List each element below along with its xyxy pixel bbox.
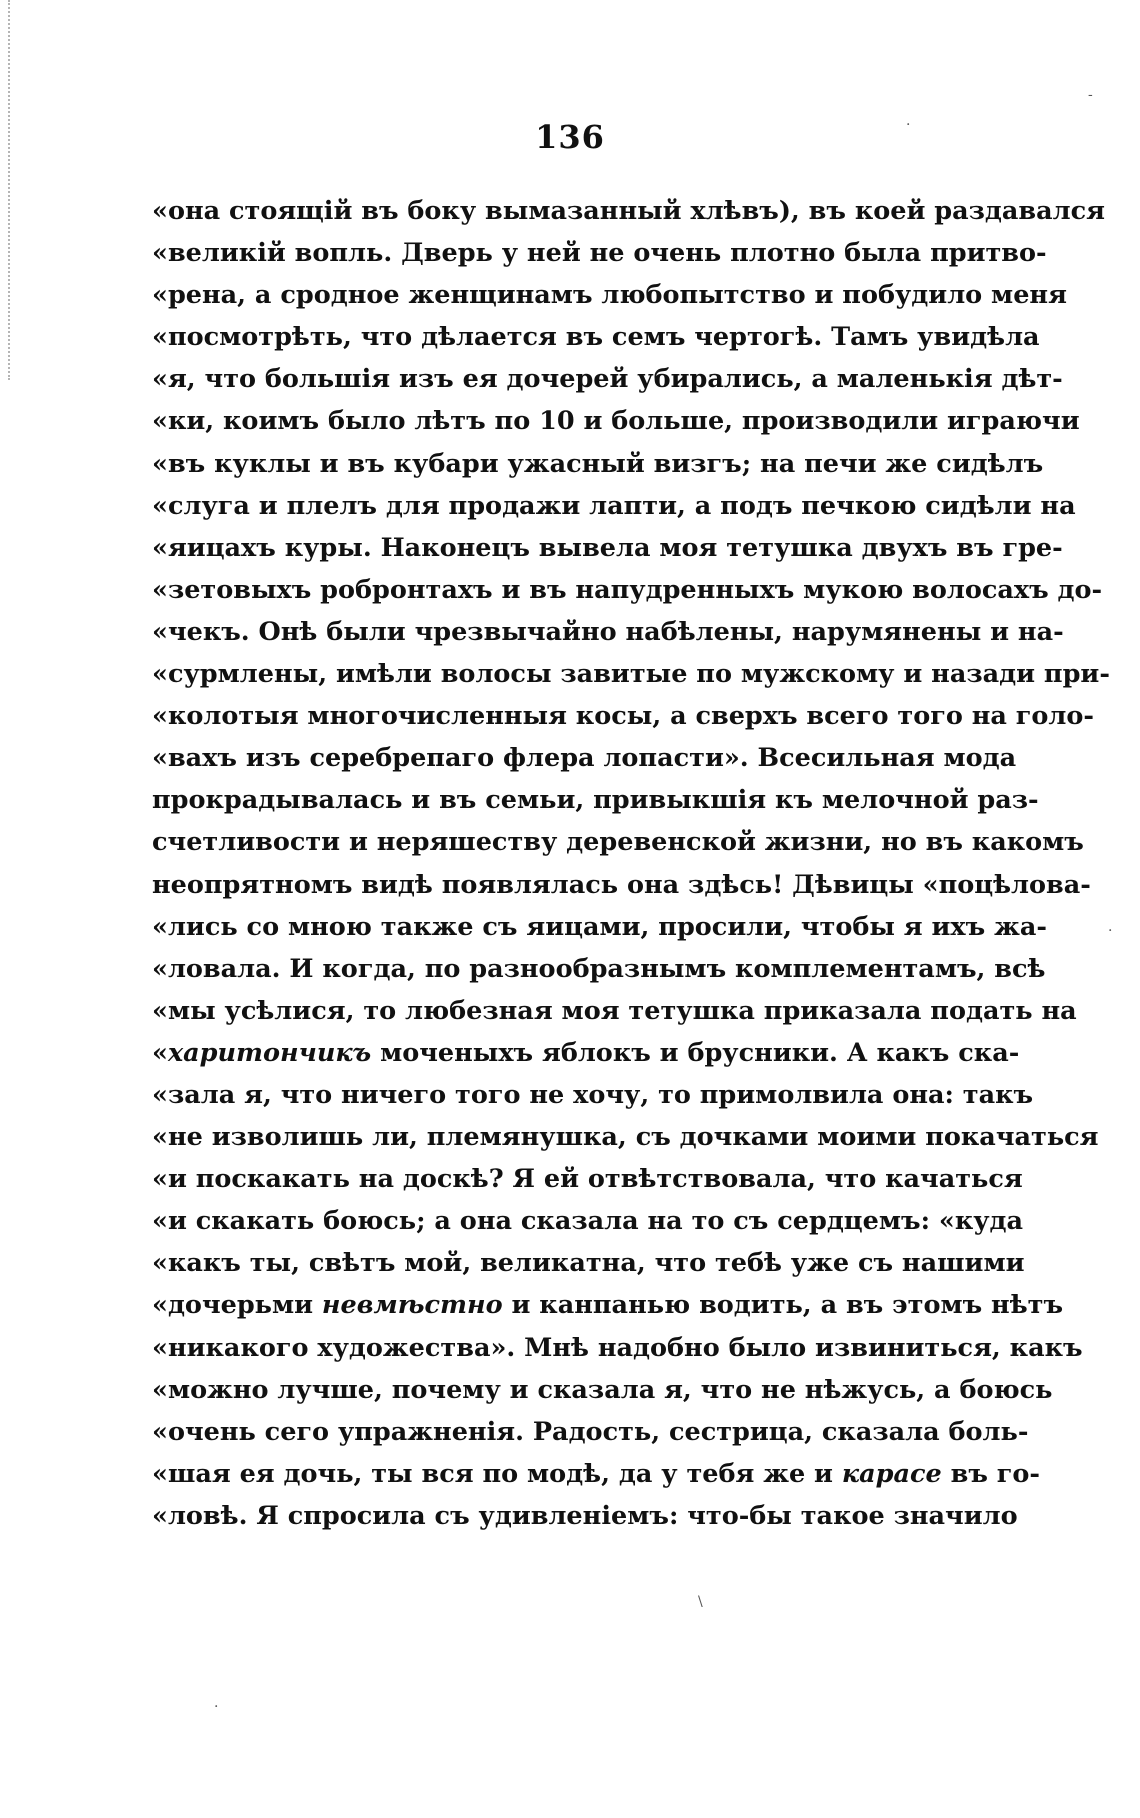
text-run: «въ куклы и въ кубари ужасный визгъ; на печи же сидѣлъ bbox=[152, 448, 1044, 479]
text-line bbox=[152, 1284, 1063, 1326]
text-run: «слуга и плелъ для продажи лапти, а подъ печкою сидѣли на bbox=[152, 490, 1076, 521]
text-run: «посмотрѣть, что дѣлается въ семъ чертогѣ. Тамъ увидѣла bbox=[152, 322, 1040, 353]
page-number: 136 bbox=[535, 118, 605, 156]
italic-text: карасе bbox=[841, 1458, 942, 1489]
text-run: «можно лучше, почему и сказала я, что не нѣжусь, а боюсь bbox=[152, 1374, 1053, 1405]
text-run: въ го- bbox=[941, 1458, 1040, 1489]
italic-text: харитончикъ bbox=[167, 1037, 372, 1068]
text-run: «не изволишь ли, племянушка, съ дочками моими покачаться bbox=[152, 1122, 1099, 1153]
text-run: «рена, а сродное женщинамъ любопытство и побудило меня bbox=[152, 280, 1067, 311]
scan-speck: · bbox=[214, 1699, 219, 1715]
text-run: «шая ея дочь, ты вся по модѣ, да у тебя же и bbox=[152, 1458, 842, 1489]
text-run: «никакого художества». Мнѣ надобно было извиниться, какъ bbox=[152, 1332, 1083, 1363]
text-line bbox=[152, 274, 1067, 316]
text-line bbox=[152, 190, 1106, 232]
text-line bbox=[152, 1158, 1023, 1200]
text-line bbox=[152, 821, 1084, 863]
text-run: «вахъ изъ серебрепаго флера лопасти». Всесильная мода bbox=[152, 743, 1017, 774]
text-line bbox=[152, 906, 1047, 948]
text-run: «зала я, что ничего того не хочу, то примолвила она: такъ bbox=[152, 1079, 1034, 1110]
text-line bbox=[152, 737, 1017, 779]
scan-speck: - bbox=[1088, 87, 1093, 103]
text-run: «дочерьми bbox=[152, 1290, 322, 1321]
text-line bbox=[152, 358, 1063, 400]
text-run: «колотыя многочисленныя косы, а сверхъ всего того на голо- bbox=[152, 701, 1094, 732]
text-run: моченыхъ яблокъ и брусники. А какъ ска- bbox=[371, 1037, 1020, 1068]
text-run: «ловала. И когда, по разнообразнымъ комплементамъ, всѣ bbox=[152, 953, 1046, 984]
text-run: «ки, коимъ было лѣтъ по 10 и больше, производили играючи bbox=[152, 406, 1080, 437]
text-run: счетливости и неряшеству деревенской жизни, но въ какомъ bbox=[152, 827, 1084, 858]
text-line bbox=[152, 990, 1077, 1032]
text-line bbox=[152, 653, 1110, 695]
text-line bbox=[152, 611, 1064, 653]
text-line bbox=[152, 948, 1046, 990]
text-run: «мы усѣлися, то любезная моя тетушка приказала подать на bbox=[152, 995, 1077, 1026]
text-run: «зетовыхъ робронтахъ и въ напудренныхъ мукою волосахъ до- bbox=[152, 574, 1103, 605]
text-line bbox=[152, 864, 1091, 906]
text-run: «лись со мною также съ яицами, просили, чтобы я ихъ жа- bbox=[152, 911, 1047, 942]
text-line bbox=[152, 1369, 1053, 1411]
text-run: «какъ ты, свѣтъ мой, великатна, что тебѣ уже съ нашими bbox=[152, 1248, 1025, 1279]
text-line bbox=[152, 400, 1080, 442]
scan-speck: · bbox=[906, 117, 911, 133]
text-run: прокрадывалась и въ семьи, привыкшія къ мелочной раз- bbox=[152, 785, 1039, 816]
text-line bbox=[152, 1032, 1020, 1074]
text-run: «чекъ. Онѣ были чрезвычайно набѣлены, нарумянены и на- bbox=[152, 616, 1064, 647]
text-run: « bbox=[152, 1037, 168, 1068]
text-line bbox=[152, 569, 1103, 611]
text-run: неопрятномъ видѣ появлялась она здѣсь! Дѣвицы «поцѣлова- bbox=[152, 869, 1091, 900]
text-line bbox=[152, 1453, 1040, 1495]
text-line bbox=[152, 527, 1063, 569]
text-run: «я, что большія изъ ея дочерей убирались, а маленькія дѣт- bbox=[152, 364, 1063, 395]
text-line bbox=[152, 1327, 1083, 1369]
scan-speck: · bbox=[1108, 923, 1113, 939]
text-line bbox=[152, 316, 1040, 358]
text-run: «и скакать боюсь; а она сказала на то съ сердцемъ: «куда bbox=[152, 1206, 1024, 1237]
italic-text: невмѣстно bbox=[321, 1290, 503, 1321]
text-run: «сурмлены, имѣли волосы завитые по мужскому и назади при- bbox=[152, 659, 1110, 690]
text-run: «ловѣ. Я спросила съ удивленіемъ: что-бы такое значило bbox=[152, 1500, 1018, 1531]
text-run: «очень сего упражненія. Радость, сестрица, сказала боль- bbox=[152, 1416, 1029, 1447]
text-run: «и поскакать на доскѣ? Я ей отвѣтствовала, что качаться bbox=[152, 1164, 1023, 1195]
text-run: «она стоящій въ боку вымазанный хлѣвъ), въ коей раздавался bbox=[152, 196, 1106, 226]
text-run: «яицахъ куры. Наконецъ вывела моя тетушка двухъ въ гре- bbox=[152, 532, 1063, 563]
text-line bbox=[152, 232, 1047, 274]
body-text bbox=[152, 190, 1110, 1537]
text-line bbox=[152, 779, 1039, 821]
text-line bbox=[152, 695, 1094, 737]
text-line bbox=[152, 1242, 1025, 1284]
scan-speck: \ bbox=[698, 1594, 703, 1610]
text-line bbox=[152, 443, 1044, 485]
text-line bbox=[152, 485, 1076, 527]
text-line bbox=[152, 1074, 1034, 1116]
text-line bbox=[152, 1200, 1024, 1242]
scan-edge-dots bbox=[8, 0, 14, 380]
text-run: «великій вопль. Дверь у ней не очень плотно была притво- bbox=[152, 238, 1047, 269]
text-line bbox=[152, 1495, 1018, 1537]
text-line bbox=[152, 1411, 1029, 1453]
text-line bbox=[152, 1116, 1099, 1158]
text-run: и канпанью водить, а въ этомъ нѣтъ bbox=[502, 1290, 1063, 1321]
